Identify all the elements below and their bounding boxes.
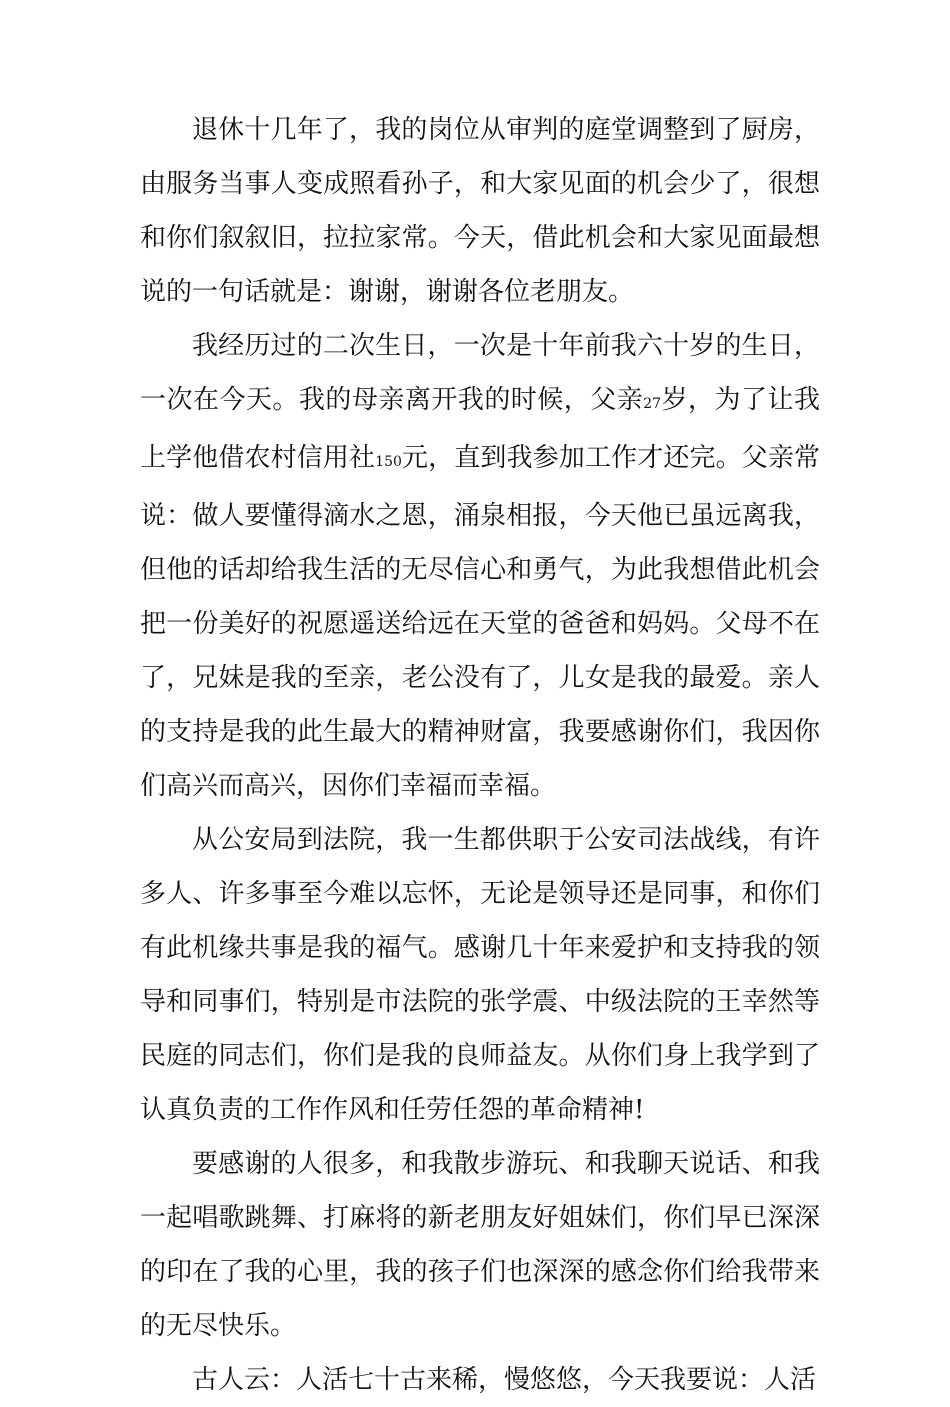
number-text: 150 bbox=[375, 454, 402, 470]
paragraph-retirement: 退休十几年了，我的岗位从审判的庭堂调整到了厨房，由服务当事人变成照看孙子，和大家见面的机会少了，很想和你们叙叙旧，拉拉家常。今天，借此机会和大家见面最想说的一句话就是：谢谢，谢谢各位老朋友。 bbox=[140, 115, 820, 307]
number-text: 27 bbox=[643, 396, 662, 412]
paragraph-career-colleagues: 从公安局到法院，我一生都供职于公安司法战线，有许多人、许多事至今难以忘怀，无论是领导还是同事，和你们有此机缘共事是我的福气。感谢几十年来爱护和支持我的领导和同事们，特别是市法院的张学震、中级法院的王幸然等民庭的同志们，你们是我的良师益友。从你们身上我学到了认真负责的工作作风和任劳任怨的革命精神! bbox=[140, 825, 820, 1125]
paragraph-birthdays-family: 我经历过的二次生日，一次是十年前我六十岁的生日，一次在今天。我的母亲离开我的时候，父亲27岁，为了让我上学他借农村信用社150元，直到我参加工作才还完。父亲常说：做人要懂得滴水之恩，涌泉相报，今天他已虽远离我，但他的话却给我生活的无尽信心和勇气，为此我想借此机会把一份美好的祝愿遥送给远在天堂的爸爸和妈妈。父母不在了，兄妹是我的至亲，老公没有了，儿女是我的最爱。亲人的支持是我的此生最大的精神财富，我要感谢你们，我因你们高兴而高兴，因你们幸福而幸福。 bbox=[140, 331, 820, 801]
document-body bbox=[140, 103, 820, 1407]
paragraph-friends: 要感谢的人很多，和我散步游玩、和我聊天说话、和我一起唱歌跳舞、打麻将的新老朋友好姐妹们，你们早已深深的印在了我的心里，我的孩子们也深深的感念你们给我带来的无尽快乐。 bbox=[140, 1149, 820, 1341]
paragraph-ancient-saying: 古人云：人活七十古来稀，慢悠悠，今天我要说：人活 bbox=[192, 1365, 817, 1395]
